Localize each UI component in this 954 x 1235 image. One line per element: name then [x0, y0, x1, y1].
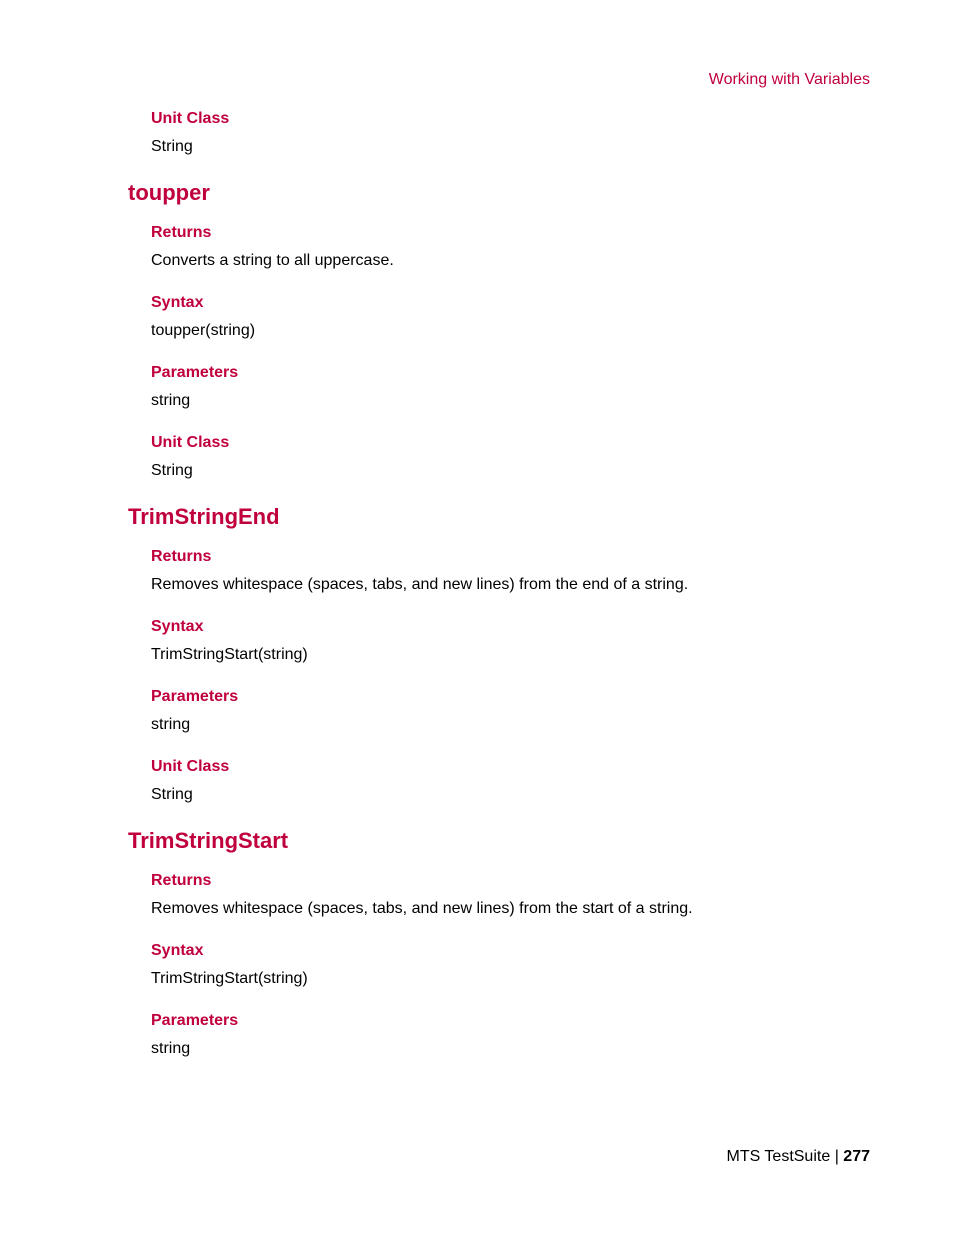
intro-unit-class	[0, 108, 954, 158]
field-label: Syntax	[151, 294, 204, 311]
field-value: TrimStringStart(string)	[151, 970, 308, 987]
field-parameters	[0, 362, 954, 412]
field-returns	[0, 546, 954, 596]
page-content	[0, 108, 954, 1060]
field-label: Returns	[151, 548, 212, 565]
field-label: Returns	[151, 224, 212, 241]
field-value: string	[151, 392, 191, 409]
footer-separator: |	[834, 1148, 839, 1165]
field-value: Removes whitespace (spaces, tabs, and new lines) from the start of a string.	[151, 900, 693, 917]
field-value: String	[151, 138, 193, 155]
field-unit-class	[0, 432, 954, 482]
field-parameters	[0, 1010, 954, 1060]
field-value: TrimStringStart(string)	[151, 646, 308, 663]
field-label: Parameters	[151, 688, 239, 705]
field-label: Returns	[151, 872, 212, 889]
section-title-toupper: toupper	[128, 180, 210, 205]
page-footer	[726, 1147, 870, 1167]
running-header: Working with Variables	[708, 71, 870, 88]
field-parameters	[0, 686, 954, 736]
field-value: string	[151, 716, 191, 733]
footer-product: MTS TestSuite	[726, 1148, 831, 1165]
field-value: toupper(string)	[151, 322, 256, 339]
field-label: Parameters	[151, 364, 239, 381]
field-value: String	[151, 462, 193, 479]
field-label: Unit Class	[151, 434, 230, 451]
field-unit-class	[0, 756, 954, 806]
field-syntax	[0, 616, 954, 666]
page-number: 277	[843, 1148, 870, 1165]
field-value: Removes whitespace (spaces, tabs, and new lines) from the end of a string.	[151, 576, 689, 593]
field-syntax	[0, 292, 954, 342]
field-label: Unit Class	[151, 110, 230, 127]
field-label: Unit Class	[151, 758, 230, 775]
field-returns	[0, 870, 954, 920]
field-label: Syntax	[151, 942, 204, 959]
field-value: string	[151, 1040, 191, 1057]
field-label: Parameters	[151, 1012, 239, 1029]
section-title-trimstringstart: TrimStringStart	[128, 828, 289, 853]
field-value: Converts a string to all uppercase.	[151, 252, 394, 269]
section-title-trimstringend: TrimStringEnd	[128, 504, 280, 529]
field-syntax	[0, 940, 954, 990]
field-returns	[0, 222, 954, 272]
field-label: Syntax	[151, 618, 204, 635]
field-value: String	[151, 786, 193, 803]
